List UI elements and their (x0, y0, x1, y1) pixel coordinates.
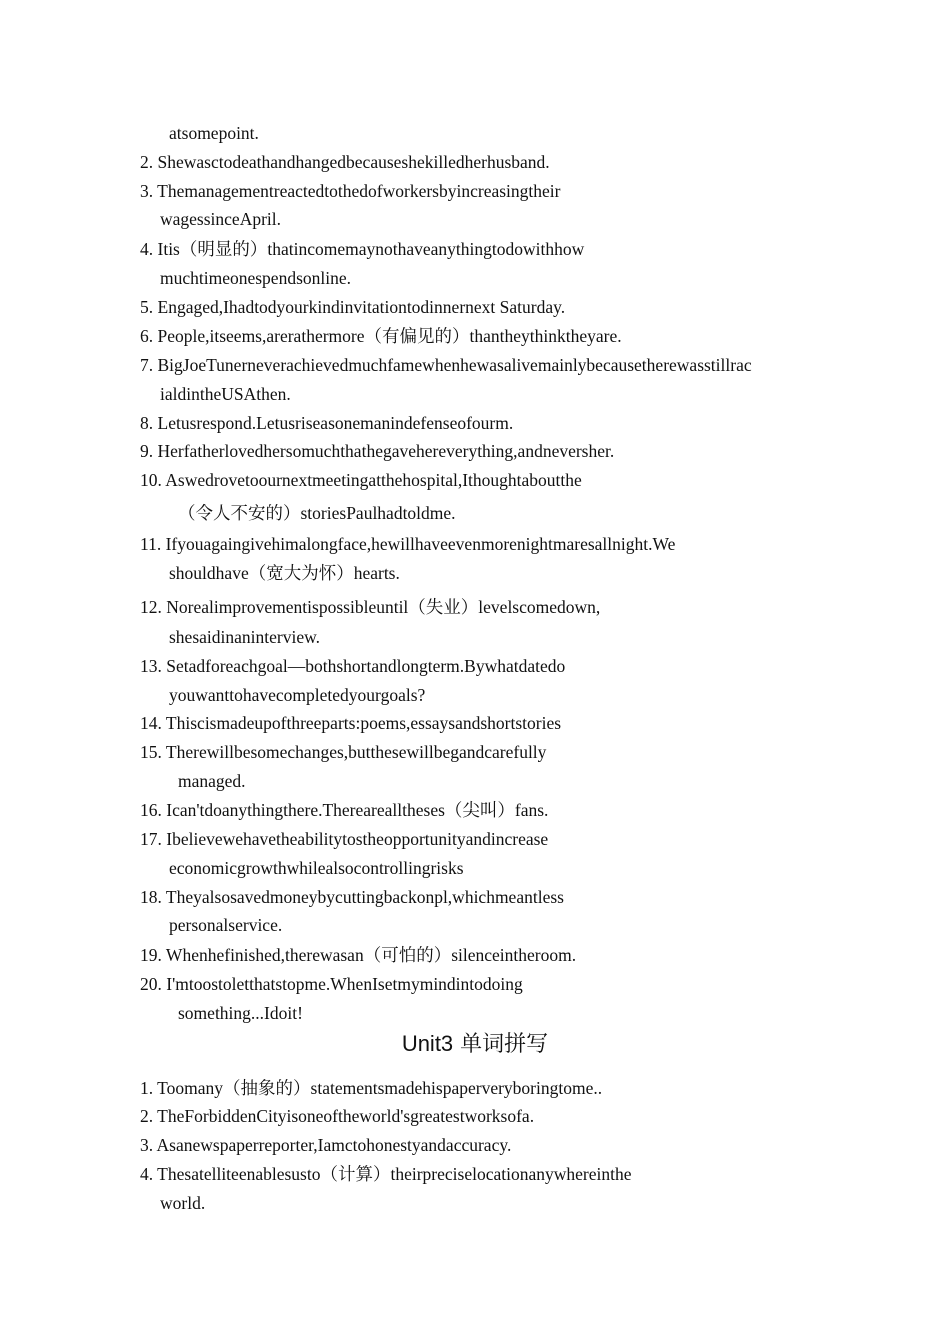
text-line: 2. Shewasctodeathandhangedbecauseshekilledherhusband. (140, 152, 550, 172)
text-line: 14. Thiscismadeupofthreeparts:poems,essaysandshortstories (140, 713, 562, 733)
text-line: 15. Therewillbesomechanges,butthesewillbegandcarefully (140, 742, 547, 762)
text-line: 4. Thesatelliteenablesusto（计算）theirpreciselocationanywhereinthe (140, 1164, 632, 1184)
text-line: 20. I'mtoostoletthatstopme.WhenIsetmymindintodoing (140, 974, 523, 994)
text-line: 2. TheForbiddenCityisoneoftheworld'sgreatestworksofa. (140, 1106, 535, 1126)
text-line: managed. (178, 771, 246, 791)
text-line: 17. Ibelievewehavetheabilitytostheopportunityandincrease (140, 829, 549, 849)
text-line: muchtimeonespendsonline. (160, 268, 352, 288)
text-line: 11. Ifyouagaingivehimalongface,hewillhaveevenmorenightmaresallnight.We (140, 534, 676, 554)
text-line: something...Idoit! (178, 1003, 303, 1023)
text-line: （令人不安的）storiesPaulhadtoldme. (178, 503, 456, 523)
text-line: wagessinceApril. (160, 209, 282, 229)
text-line: 10. Aswedrovetoournextmeetingatthehospital,Ithoughtaboutthe (140, 470, 582, 490)
text-line: atsomepoint. (169, 123, 259, 143)
text-line: shouldhave（宽大为怀）hearts. (169, 563, 400, 583)
text-line: 13. Setadforeachgoal—bothshortandlongterm.Bywhatdatedo (140, 656, 566, 676)
heading-unit: Unit3 (401, 1031, 454, 1056)
text-line: 19. Whenhefinished,therewasan（可怕的）silenceintheroom. (140, 945, 577, 965)
heading-title: 单词拼写 (453, 1032, 549, 1057)
text-line: 12. Norealimprovementispossibleuntil（失业）levelscomedown, (140, 597, 601, 617)
text-line: 3. Asanewspaperreporter,Iamctohonestyandaccuracy. (140, 1135, 512, 1155)
text-line: 7. BigJoeTunerneverachievedmuchfamewhenhewasalivemainlybecausetherewasstillrac (140, 355, 752, 375)
section-heading (0, 1031, 950, 1058)
text-line: 5. Engaged,Ihadtodyourkindinvitationtodinnernext Saturday. (140, 297, 566, 317)
text-line: world. (160, 1193, 206, 1213)
text-line: 4. Itis（明显的）thatincomemaynothaveanythingtodowithhow (140, 239, 585, 259)
text-line: youwanttohavecompletedyourgoals? (169, 685, 426, 705)
text-line: 8. Letusrespond.Letusriseasonemanindefenseofourm. (140, 413, 514, 433)
text-line: 6. People,itseems,arerathermore（有偏见的）thantheythinktheyare. (140, 326, 622, 346)
text-line: 16. Ican'tdoanythingthere.Therearealltheses（尖叫）fans. (140, 800, 549, 820)
text-line: economicgrowthwhilealsocontrollingrisks (169, 858, 464, 878)
text-line: personalservice. (169, 915, 283, 935)
text-line: 18. Theyalsosavedmoneybycuttingbackonpl,whichmeantless (140, 887, 564, 907)
text-line: shesaidinaninterview. (169, 627, 320, 647)
text-line: 3. Themanagementreactedtothedofworkersbyincreasingtheir (140, 181, 561, 201)
text-line: 1. Toomany（抽象的）statementsmadehispaperveryboringtome.. (140, 1078, 603, 1098)
text-line: ialdintheUSAthen. (160, 384, 291, 404)
text-line: 9. Herfatherlovedhersomuchthathegavehereverything,andneversher. (140, 441, 615, 461)
